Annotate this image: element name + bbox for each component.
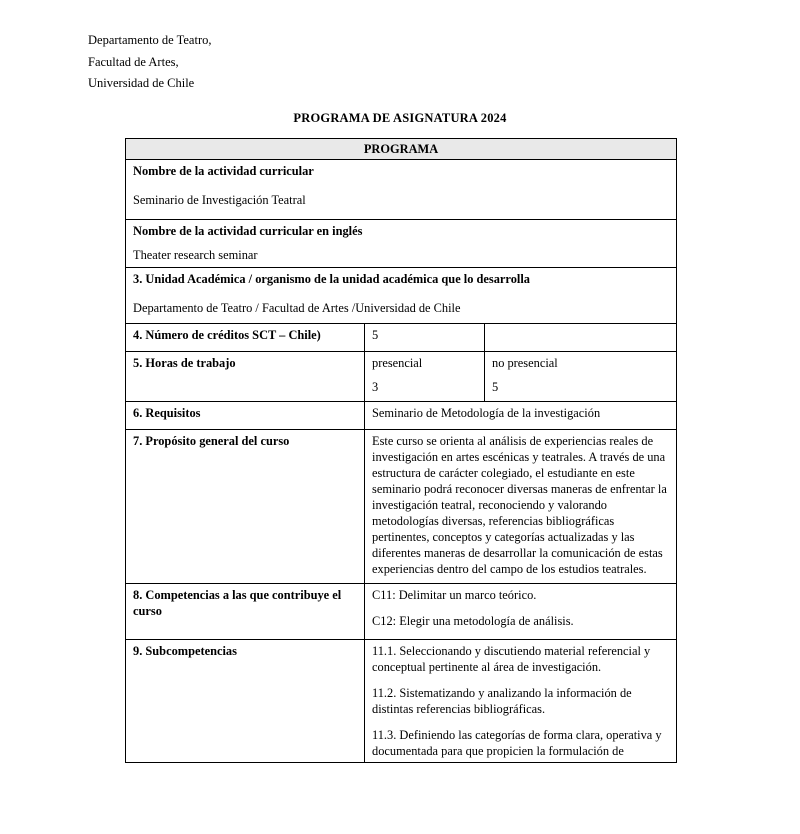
document-title: PROGRAMA DE ASIGNATURA 2024 [293, 111, 507, 125]
unidad-academica-label: 3. Unidad Académica / organismo de la unidad académica que lo desarrolla [133, 272, 530, 286]
row-creditos [126, 324, 677, 352]
creditos-label: 4. Número de créditos SCT – Chile) [126, 324, 365, 352]
subcompetencia-item: 11.3. Definiendo las categorías de forma clara, operativa y documentada para que propicien la formulación de [372, 728, 662, 758]
subcompetencia-item: 11.1. Seleccionando y discutiendo material referencial y conceptual pertinente al área de investigación. [372, 644, 651, 674]
creditos-empty-cell [485, 324, 677, 352]
horas-presencial-cell [365, 352, 485, 402]
table-header-row [126, 139, 677, 160]
horas-trabajo-label: 5. Horas de trabajo [126, 352, 365, 402]
proposito-value: Este curso se orienta al análisis de experiencias reales de investigación en artes escénicas y teatrales. A través de una estructura de carácter colegiado, el estudiante en este seminario podrá reconocer diversas maneras de enfrentar la investigación teatral, reconociendo y valorando metodologías diversas, referencias bibliográficas pertinentes, conceptos y categorías actualizadas y las diferentes maneras de desarrollar la comunicación de estas experiencias dentro del campo de los estudios teatrales. [365, 430, 677, 584]
requisitos-value: Seminario de Metodología de la investigación [365, 402, 677, 430]
nombre-actividad-value: Seminario de Investigación Teatral [133, 193, 306, 207]
competencias-cell [365, 584, 677, 640]
cell-unidad-academica [126, 268, 677, 324]
proposito-label: 7. Propósito general del curso [126, 430, 365, 584]
requisitos-label: 6. Requisitos [126, 402, 365, 430]
subcompetencias-label: 9. Subcompetencias [126, 640, 365, 763]
program-table [125, 138, 677, 763]
row-proposito [126, 430, 677, 584]
letterhead-line-university: Universidad de Chile [88, 76, 195, 90]
horas-no-presencial-value: 5 [492, 380, 499, 394]
row-competencias [126, 584, 677, 640]
row-subcompetencias [126, 640, 677, 763]
letterhead-line-department: Departamento de Teatro, [88, 33, 212, 47]
creditos-value: 5 [365, 324, 485, 352]
nombre-ingles-label: Nombre de la actividad curricular en inglés [133, 224, 363, 238]
subcompetencias-cell [365, 640, 677, 763]
table-header-cell: PROGRAMA [126, 139, 677, 160]
cell-nombre-ingles [126, 220, 677, 268]
competencia-item: C11: Delimitar un marco teórico. [372, 588, 537, 602]
row-horas-trabajo [126, 352, 677, 402]
competencias-label: 8. Competencias a las que contribuye el curso [126, 584, 365, 640]
competencia-item: C12: Elegir una metodología de análisis. [372, 614, 574, 628]
horas-presencial-value: 3 [372, 380, 379, 394]
letterhead [88, 30, 212, 95]
row-nombre-actividad [126, 160, 677, 220]
cell-nombre-actividad [126, 160, 677, 220]
subcompetencia-item: 11.2. Sistematizando y analizando la información de distintas referencias bibliográficas. [372, 686, 632, 716]
row-nombre-ingles [126, 220, 677, 268]
horas-presencial-label: presencial [372, 356, 423, 370]
horas-no-presencial-label: no presencial [492, 356, 558, 370]
unidad-academica-value: Departamento de Teatro / Facultad de Artes /Universidad de Chile [133, 301, 461, 315]
horas-no-presencial-cell [485, 352, 677, 402]
row-requisitos [126, 402, 677, 430]
letterhead-line-faculty: Facultad de Artes, [88, 54, 179, 69]
row-unidad-academica [126, 268, 677, 324]
nombre-actividad-label: Nombre de la actividad curricular [133, 164, 314, 178]
nombre-ingles-value: Theater research seminar [133, 248, 258, 262]
